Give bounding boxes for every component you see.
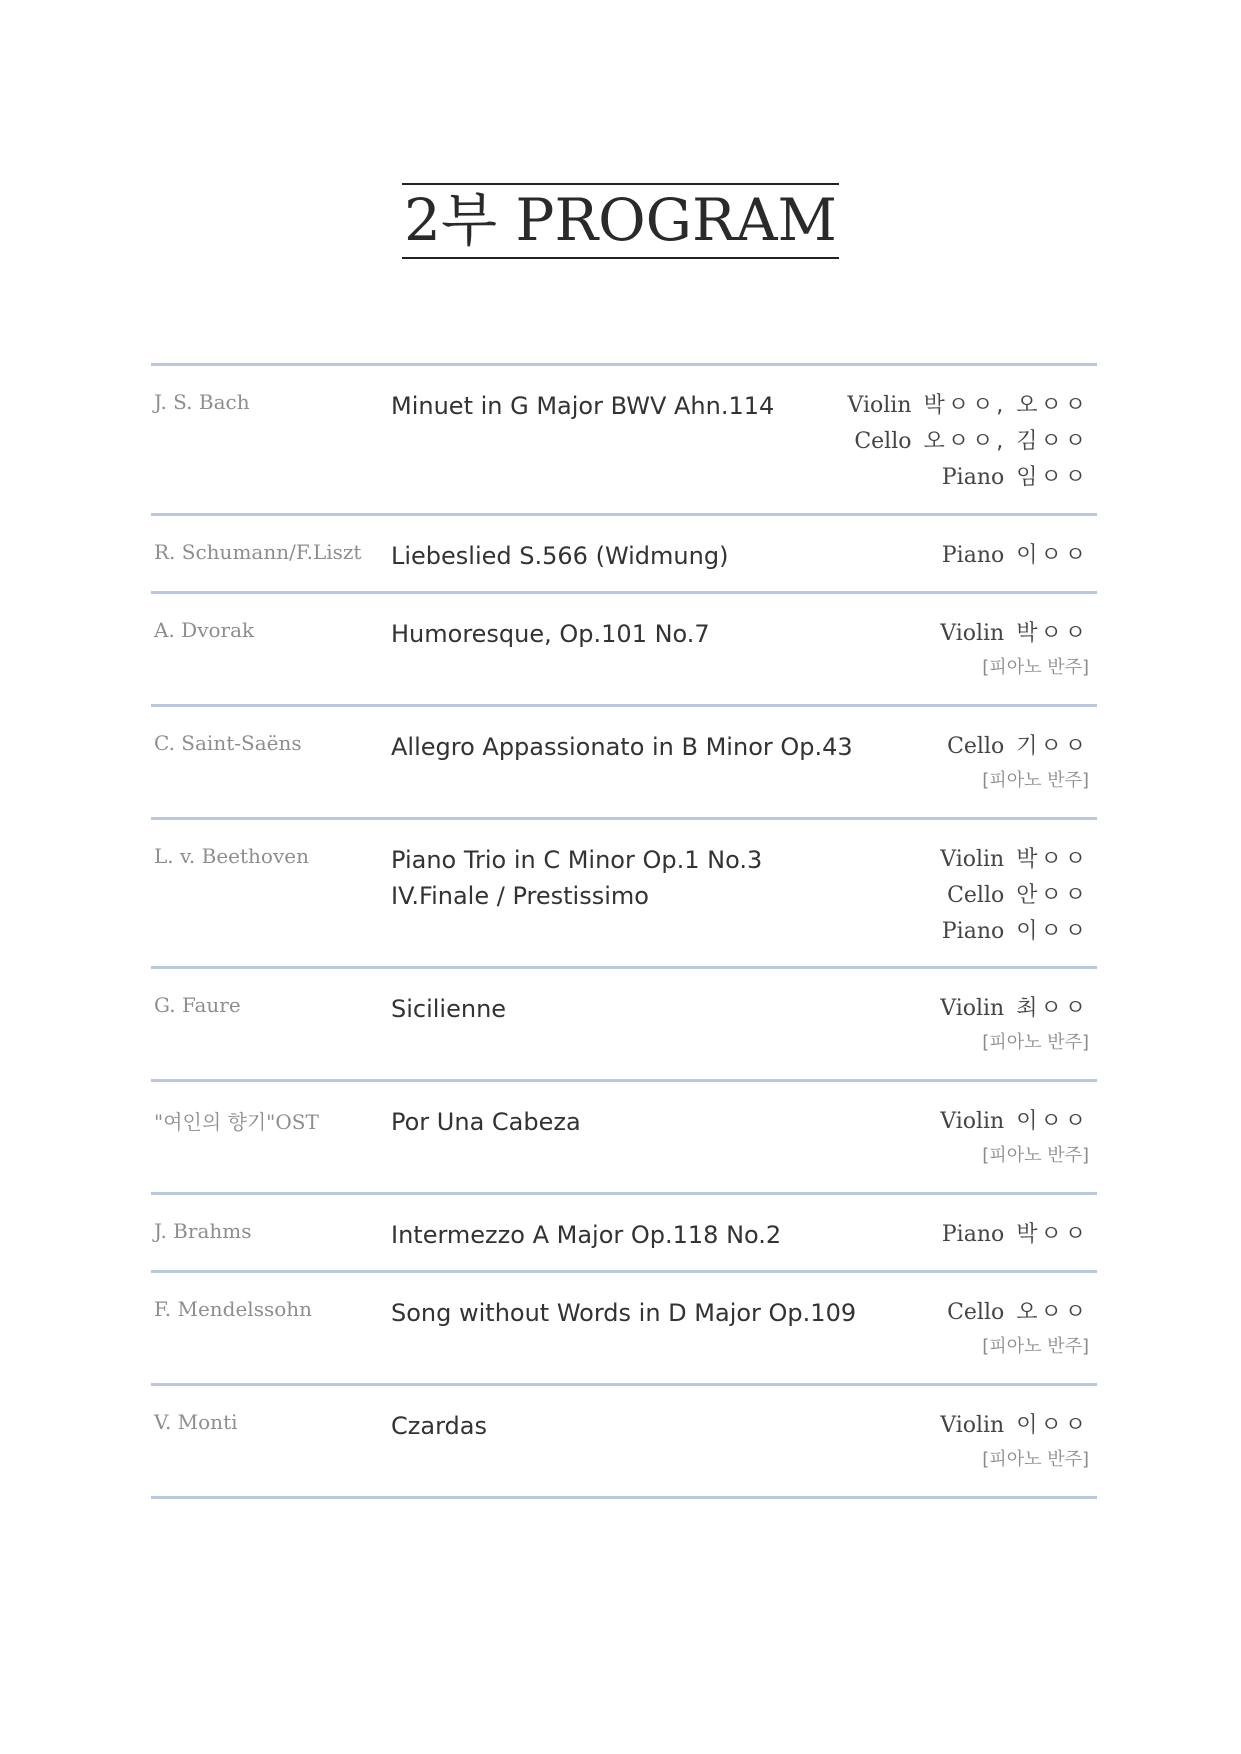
piece-title: [391, 538, 728, 574]
composer-name: L. v. Beethoven: [154, 844, 309, 868]
accompaniment-note: [피아노 반주]: [982, 770, 1089, 791]
composer-name: V. Monti: [154, 1410, 238, 1434]
piece-title: [391, 388, 774, 424]
performer-line: [940, 878, 1089, 914]
composer-name: C. Saint-Saëns: [154, 731, 302, 755]
performer-names: 이ㅇㅇ: [1016, 1109, 1089, 1134]
performer-line: [847, 388, 1089, 424]
program-row: [151, 516, 1097, 594]
performer-line: [940, 1408, 1089, 1444]
program-row: [151, 1386, 1097, 1499]
performer-names: 최ㅇㅇ: [1016, 996, 1089, 1021]
piece-title: [391, 616, 710, 652]
performer-names: 박ㅇㅇ: [1016, 1222, 1089, 1247]
instrument-label: Violin: [940, 621, 1005, 646]
instrument-label: Cello: [947, 883, 1005, 908]
piece-title-line: Allegro Appassionato in B Minor Op.43: [391, 733, 853, 761]
performer-line: [940, 842, 1089, 878]
instrument-label: Cello: [947, 734, 1005, 759]
piece-title-line: Piano Trio in C Minor Op.1 No.3: [391, 846, 763, 874]
piece-title-line: Liebeslied S.566 (Widmung): [391, 542, 729, 570]
performer-names: 이ㅇㅇ: [1016, 1413, 1089, 1438]
performer-line: [940, 914, 1089, 950]
performers: [940, 616, 1089, 684]
performers: [847, 388, 1089, 496]
instrument-label: Cello: [947, 1300, 1005, 1325]
performer-line: [940, 1104, 1089, 1140]
accompaniment-note: [피아노 반주]: [982, 1336, 1089, 1357]
performer-line: [947, 729, 1089, 765]
instrument-label: Violin: [940, 847, 1005, 872]
instrument-label: Violin: [847, 393, 912, 418]
program-row: [151, 1195, 1097, 1273]
piece-title-line: Por Una Cabeza: [391, 1108, 581, 1136]
program-row: [151, 1273, 1097, 1386]
performer-names: 임ㅇㅇ: [1016, 465, 1089, 490]
performers: [947, 1295, 1089, 1363]
accompaniment-note: [피아노 반주]: [982, 657, 1089, 678]
piece-title: [391, 991, 506, 1027]
piece-title-line: Intermezzo A Major Op.118 No.2: [391, 1221, 782, 1249]
piece-title-line: IV.Finale / Prestissimo: [391, 882, 649, 910]
performer-line: [847, 460, 1089, 496]
performer-line: [942, 1217, 1089, 1253]
instrument-label: Cello: [854, 429, 912, 454]
performer-line: [847, 424, 1089, 460]
piece-title-line: Czardas: [391, 1412, 487, 1440]
piece-title: [391, 1408, 487, 1444]
piece-title: [391, 1104, 581, 1140]
performer-names: 기ㅇㅇ: [1016, 734, 1089, 759]
performers: [942, 538, 1089, 574]
instrument-label: Violin: [940, 1109, 1005, 1134]
piece-title: [391, 729, 853, 765]
piece-title-line: Minuet in G Major BWV Ahn.114: [391, 392, 775, 420]
performer-names: 오ㅇㅇ, 김ㅇㅇ: [923, 429, 1089, 454]
accompaniment-note: [피아노 반주]: [982, 1449, 1089, 1470]
composer-name: F. Mendelssohn: [154, 1297, 313, 1321]
program-row: [151, 969, 1097, 1082]
performer-names: 이ㅇㅇ: [1016, 919, 1089, 944]
performer-line: [940, 991, 1089, 1027]
performers: [940, 991, 1089, 1059]
accompaniment-note: [피아노 반주]: [982, 1032, 1089, 1053]
composer-name: "여인의 향기"OST: [154, 1110, 319, 1134]
instrument-label: Piano: [941, 543, 1005, 568]
instrument-label: Piano: [941, 919, 1005, 944]
performer-names: 오ㅇㅇ: [1016, 1300, 1089, 1325]
program-row: [151, 820, 1097, 969]
performer-names: 박ㅇㅇ: [1016, 847, 1089, 872]
instrument-label: Piano: [941, 465, 1005, 490]
composer-name: R. Schumann/F.Liszt: [154, 540, 362, 564]
performer-names: 이ㅇㅇ: [1016, 543, 1089, 568]
accompaniment-note: [피아노 반주]: [982, 1145, 1089, 1166]
performer-names: 박ㅇㅇ: [1016, 621, 1089, 646]
instrument-label: Piano: [941, 1222, 1005, 1247]
composer-name: J. S. Bach: [154, 390, 250, 414]
program-row: [151, 366, 1097, 516]
piece-title: [391, 1217, 781, 1253]
composer-name: J. Brahms: [154, 1219, 252, 1243]
performers: [947, 729, 1089, 797]
performer-line: [942, 538, 1089, 574]
program-row: [151, 1082, 1097, 1195]
performers: [940, 1104, 1089, 1172]
performer-line: [947, 1295, 1089, 1331]
performer-names: 박ㅇㅇ, 오ㅇㅇ: [923, 393, 1089, 418]
piece-title: [391, 842, 762, 914]
performers: [942, 1217, 1089, 1253]
piece-title-line: Song without Words in D Major Op.109: [391, 1299, 857, 1327]
instrument-label: Violin: [940, 1413, 1005, 1438]
piece-title-line: Sicilienne: [391, 995, 507, 1023]
performer-names: 안ㅇㅇ: [1016, 883, 1089, 908]
performers: [940, 842, 1089, 950]
composer-name: A. Dvorak: [154, 618, 255, 642]
title-wrapper: [0, 183, 1241, 259]
composer-name: G. Faure: [154, 993, 241, 1017]
instrument-label: Violin: [940, 996, 1005, 1021]
page-title: 2부 PROGRAM: [402, 183, 839, 259]
piece-title-line: Humoresque, Op.101 No.7: [391, 620, 710, 648]
program-list: [151, 363, 1097, 1499]
program-row: [151, 594, 1097, 707]
performer-line: [940, 616, 1089, 652]
performers: [940, 1408, 1089, 1476]
piece-title: [391, 1295, 856, 1331]
program-row: [151, 707, 1097, 820]
